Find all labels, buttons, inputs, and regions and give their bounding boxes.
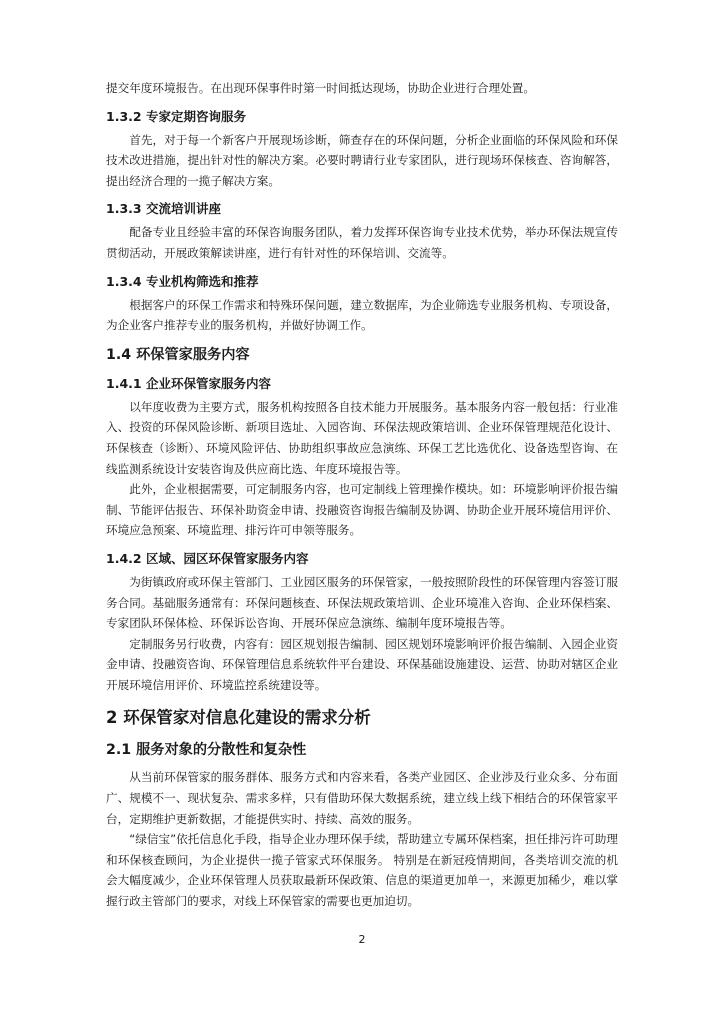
- page-body: [106, 78, 618, 912]
- paragraph-1-4-2-b: 定制服务另行收费，内容有：园区规划报告编制、园区规划环境影响评价报告编制、入园企业资金申请、投融资咨询、环保管理信息系统软件平台建设、环保基础设施建设、运营、协助对辖区企业开展环境信用评价、环境监控系统建设等。: [106, 636, 618, 692]
- paragraph-intro: 提交年度环境报告。在出现环保事件时第一时间抵达现场，协助企业进行合理处置。: [106, 81, 535, 95]
- heading-1-4-2: 1.4.2 区域、园区环保管家服务内容: [106, 550, 309, 566]
- paragraph-1-3-3: 配备专业且经验丰富的环保咨询服务团队，着力发挥环保咨询专业技术优势，举办环保法规宣传贯彻活动，开展政策解读讲座，进行有针对性的环保培训、交流等。: [106, 225, 618, 260]
- paragraph-2-1-b: “绿信宝”依托信息化手段，指导企业办理环保手续，帮助建立专属环保档案，担任排污许可助理和环保核查顾问，为企业提供一揽子管家式环保服务。 特别是在新冠疫情期间，各类培训交流的机会大幅度减少，企业环保管理人员获取最新环保政策、信息的渠道更加单一，来源更加稀少，难以掌握行政主管部门的要求，对线上环保管家的需要也更加迫切。: [106, 832, 618, 909]
- heading-1-4-1: 1.4.1 企业环保管家服务内容: [106, 375, 271, 391]
- paragraph-1-4-1-a: 以年度收费为主要方式，服务机构按照各自技术能力开展服务。基本服务内容一般包括：行业准入、投资的环保风险诊断、新项目选址、入园咨询、环保法规政策培训、企业环保管理规范化设计、环保核查（诊断）、环境风险评估、协助组织事故应急演练、环保工艺比选优化、设备选型咨询、在线监测系统设计安装咨询及供应商比选、年度环境报告等。: [106, 399, 618, 476]
- paragraph-1-4-2-a: 为街镇政府或环保主管部门、工业园区服务的环保管家，一般按照阶段性的环保管理内容签订服务合同。基础服务通常有：环保问题核查、环保法规政策培训、企业环境准入咨询、企业环保档案、专家团队环保体检、环保诉讼咨询、开展环保应急演练、编制年度环境报告等。: [106, 574, 618, 631]
- page-number: 2: [358, 933, 366, 946]
- heading-2-1: 2.1 服务对象的分散性和复杂性: [106, 742, 307, 759]
- heading-1-3-4: 1.3.4 专业机构筛选和推荐: [106, 273, 259, 289]
- heading-1-3-3: 1.3.3 交流培训讲座: [106, 201, 221, 217]
- paragraph-2-1-a: 从当前环保管家的服务群体、服务方式和内容来看，各类产业园区、企业涉及行业众多、分布面广、规模不一、现状复杂、需求多样，只有借助环保大数据系统，建立线上线下相结合的环保管家平台，定期维护更新数据，才能提供实时、持续、高效的服务。: [106, 770, 618, 826]
- paragraph-1-3-4: 根据客户的环保工作需求和特殊环保问题，建立数据库，为企业筛选专业服务机构、专项设备，为企业客户推荐专业的服务机构，并做好协调工作。: [106, 297, 618, 333]
- paragraph-1-3-2: 首先，对于每一个新客户开展现场诊断，筛查存在的环保问题，分析企业面临的环保风险和环保技术改进措施，提出针对性的解决方案。必要时聘请行业专家团队，进行现场环保核查、咨询解答，提出经济合理的一揽子解决方案。: [106, 132, 618, 188]
- heading-1-3-2: 1.3.2 专家定期咨询服务: [106, 108, 246, 124]
- paragraph-1-4-1-b: 此外，企业根据需要，可定制服务内容，也可定制线上管理操作模块。如：环境影响评价报告编制、节能评估报告、环保补助资金申请、投融资咨询报告编制及协调、协助企业开展环境信用评价、环境应急预案、环境监理、排污许可申领等服务。: [106, 482, 618, 538]
- heading-1-4: 1.4 环保管家服务内容: [106, 346, 250, 363]
- heading-2: 2 环保管家对信息化建设的需求分析: [106, 708, 371, 728]
